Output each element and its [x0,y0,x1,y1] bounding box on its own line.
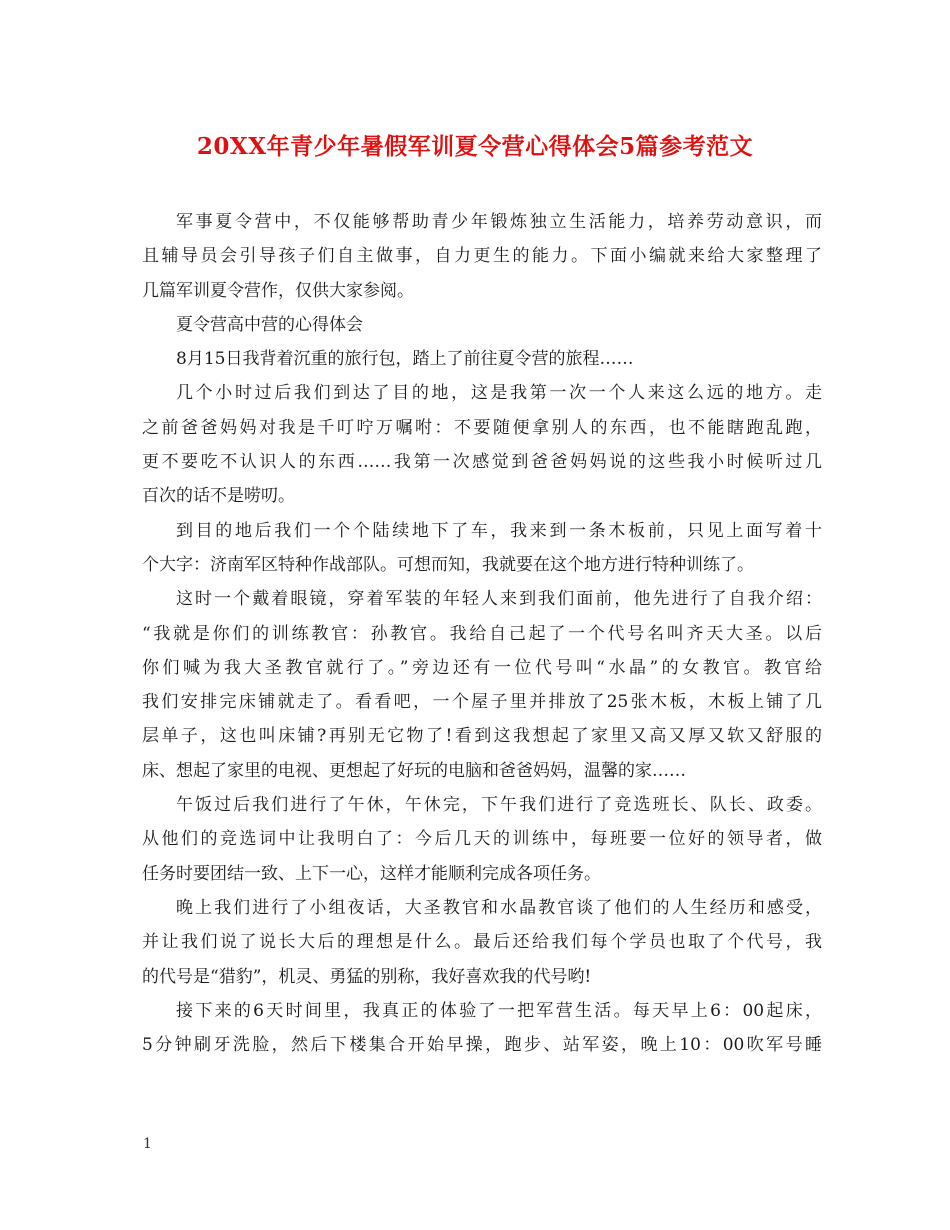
text-line: 8月15日我背着沉重的旅行包，踏上了前往夏令营的旅程…… [176,349,634,370]
page-number: 1 [143,1136,152,1152]
text-line: 床、想起了家里的电视、更想起了好玩的电脑和爸爸妈妈，温馨的家…… [142,760,686,781]
text-line: 从他们的竞选词中让我明白了：今后几天的训练中，每班要一位好的领导者，做 [142,829,822,850]
text-line: 这时一个戴着眼镜，穿着军装的年轻人来到我们面前，他先进行了自我介绍： [176,589,822,610]
text-line: 夏令营高中营的心得体会 [176,314,363,335]
text-line: 层单子，这也叫床铺?再别无它物了!看到这我想起了家里又高又厚又软又舒服的 [142,726,822,747]
text-line: 任务时要团结一致、上下一心，这样才能顺利完成各项任务。 [142,863,601,884]
text-line: 几篇军训夏令营作，仅供大家参阅。 [142,280,414,301]
text-line: 几个小时过后我们到达了目的地，这是我第一次一个人来这么远的地方。走 [176,383,822,404]
text-line: 并让我们说了说长大后的理想是什么。最后还给我们每个学员也取了个代号，我 [142,932,822,953]
text-line: 百次的话不是唠叨。 [142,486,295,507]
text-line: 5分钟刷牙洗脸，然后下楼集合开始早操，跑步、站军姿，晚上10：00吹军号睡 [142,1035,822,1056]
text-line: 且辅导员会引导孩子们自主做事，自力更生的能力。下面小编就来给大家整理了 [142,246,822,267]
text-line: “我就是你们的训练教官：孙教官。我给自己起了一个代号名叫齐天大圣。以后 [142,623,822,644]
text-line: 之前爸爸妈妈对我是千叮咛万嘱咐：不要随便拿别人的东西，也不能瞎跑乱跑， [142,417,822,438]
text-line: 到目的地后我们一个个陆续地下了车，我来到一条木板前，只见上面写着十 [176,520,822,541]
text-line: 我们安排完床铺就走了。看看吧，一个屋子里并排放了25张木板，木板上铺了几 [142,692,822,713]
text-line: 午饭过后我们进行了午休，午休完，下午我们进行了竞选班长、队长、政委。 [176,795,822,816]
text-line: 个大字：济南军区特种作战部队。可想而知，我就要在这个地方进行特种训练了。 [142,554,754,575]
text-line: 更不要吃不认识人的东西……我第一次感觉到爸爸妈妈说的这些我小时候听过几 [142,452,822,473]
text-line: 你们喊为我大圣教官就行了。”旁边还有一位代号叫“水晶”的女教官。教官给 [142,657,822,678]
document-body [142,205,822,1062]
text-line: 军事夏令营中，不仅能够帮助青少年锻炼独立生活能力，培养劳动意识，而 [176,212,822,232]
document-title: 20XX年青少年暑假军训夏令营心得体会5篇参考范文 [196,133,754,160]
text-line: 的代号是“猎豹”，机灵、勇猛的别称，我好喜欢我的代号哟! [142,966,592,987]
text-line: 接下来的6天时间里，我真正的体验了一把军营生活。每天早上6：00起床， [176,1000,822,1021]
text-line: 晚上我们进行了小组夜话，大圣教官和水晶教官谈了他们的人生经历和感受， [176,897,822,918]
